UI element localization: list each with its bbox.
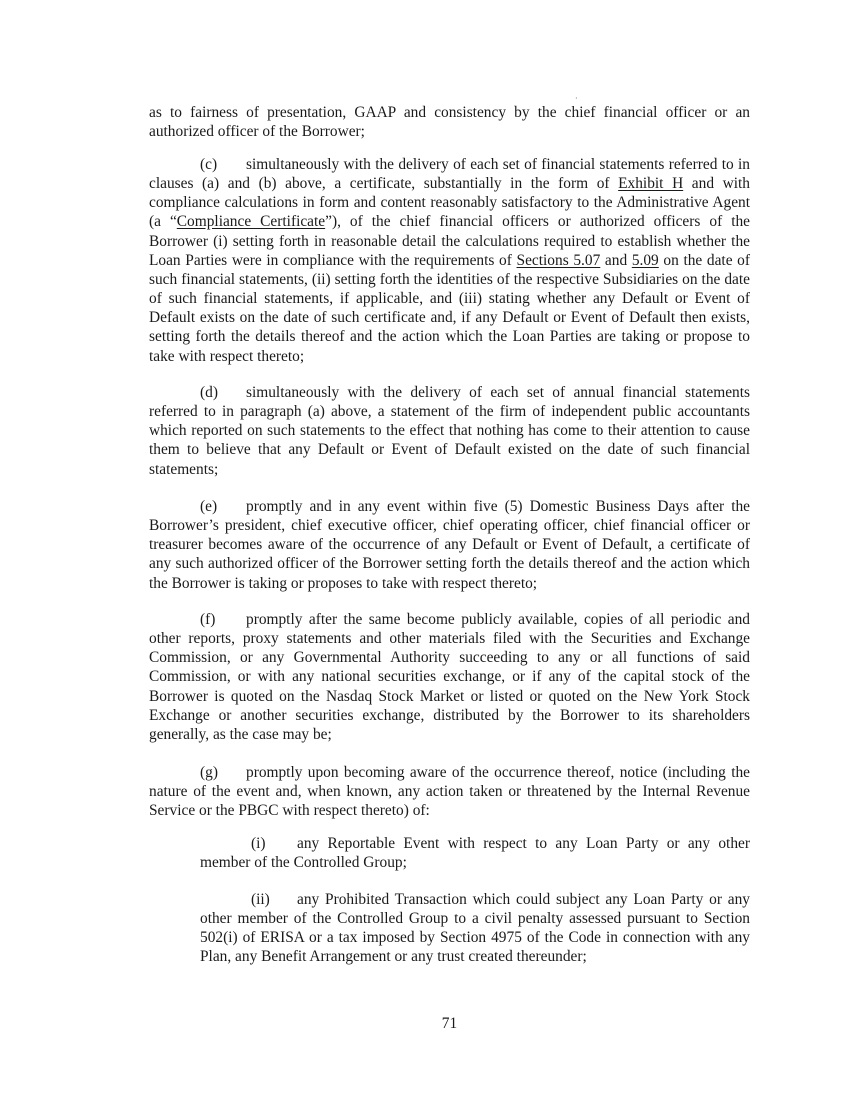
clause-c-text-3: ”), of the chief financial officers or authorized officers of the Borrower (i) setting forth in reasonable detail the calculations required to establish whether the Loan Parties were in compliance with the requirements of — [149, 213, 750, 269]
clause-c-text-5: on the date of such financial statements, (ii) setting forth the identities of the respective Subsidiaries on the date of such financial statements, if applicable, and (iii) stating whether any Default or Event of Default exists on the date of such certificate and, if any Default or Event of Default then exists, setting forth the details thereof and the action which the Loan Parties are taking or propose to take with respect thereto; — [149, 251, 751, 365]
page-number: 71 — [441, 1015, 458, 1032]
clause-c-text-2: and with compliance calculations in form and content reasonably satisfactory to the Administrative Agent (a “ — [149, 175, 750, 231]
clause-g-i — [200, 834, 750, 872]
clause-e-label: (e) — [200, 498, 218, 515]
clause-f-label: (f) — [200, 611, 216, 628]
clause-g-ii — [200, 890, 750, 967]
sections-ref-2: 5.09 — [631, 251, 659, 269]
exhibit-h-link: Exhibit H — [618, 175, 684, 193]
sections-ref-1: Sections 5.07 — [516, 251, 601, 269]
clause-e — [149, 497, 750, 593]
clause-d-text: simultaneously with the delivery of each set of annual financial statements referred to in paragraph (a) above, a statement of the firm of independent public accountants which reported on such statements to the effect that nothing has come to their attention to cause them to believe that any Default or Event of Default existed on the date of such financial statements; — [149, 384, 750, 478]
clause-c — [149, 155, 750, 366]
clause-f-text: promptly after the same become publicly available, copies of all periodic and other reports, proxy statements and other materials filed with the Securities and Exchange Commission, or any Governmental Authority succeeding to any or all functions of said Commission, or with any national securities exchange, or if any of the capital stock of the Borrower is quoted on the Nasdaq Stock Market or listed or quoted on the New York Stock Exchange or another securities exchange, distributed by the Borrower to its shareholders generally, as the case may be; — [149, 611, 750, 743]
clause-g-i-label: (i) — [251, 835, 266, 852]
clause-g-text: promptly upon becoming aware of the occurrence thereof, notice (including the nature of the event and, when known, any action taken or threatened by the Internal Revenue Service or the PBGC with respect thereto) of: — [149, 764, 750, 820]
clause-c-text-1: simultaneously with the delivery of each set of financial statements referred to in clauses (a) and (b) above, a certificate, substantially in the form of — [149, 156, 750, 193]
clause-g-i-text: any Reportable Event with respect to any Loan Party or any other member of the Controlled Group; — [200, 835, 750, 872]
clause-d-label: (d) — [200, 384, 218, 401]
compliance-certificate-term: Compliance Certificate — [176, 213, 326, 231]
intro-paragraph: as to fairness of presentation, GAAP and consistency by the chief financial officer or an authorized officer of the Borrower; — [149, 104, 750, 141]
clause-c-label: (c) — [200, 156, 218, 173]
clause-g-ii-label: (ii) — [251, 891, 270, 908]
clause-g — [149, 763, 750, 820]
clause-g-label: (g) — [200, 764, 218, 781]
top-mark: · — [575, 94, 578, 103]
clause-c-text-4: and — [600, 251, 632, 269]
clause-g-ii-text: any Prohibited Transaction which could subject any Loan Party or any other member of the Controlled Group to a civil penalty assessed pursuant to Section 502(i) of ERISA or a tax imposed by Section 4975 of the Code in connection with any Plan, any Benefit Arrangement or any trust created thereunder; — [200, 891, 750, 966]
clause-e-text: promptly and in any event within five (5) Domestic Business Days after the Borrower’s president, chief executive officer, chief operating officer, chief financial officer or treasurer becomes aware of the occurrence of any Default or Event of Default, a certificate of any such authorized officer of the Borrower setting forth the details thereof and the action which the Borrower is taking or proposes to take with respect thereto; — [149, 498, 750, 592]
clause-f — [149, 610, 750, 744]
document-page — [149, 0, 750, 1100]
clause-d — [149, 383, 750, 479]
